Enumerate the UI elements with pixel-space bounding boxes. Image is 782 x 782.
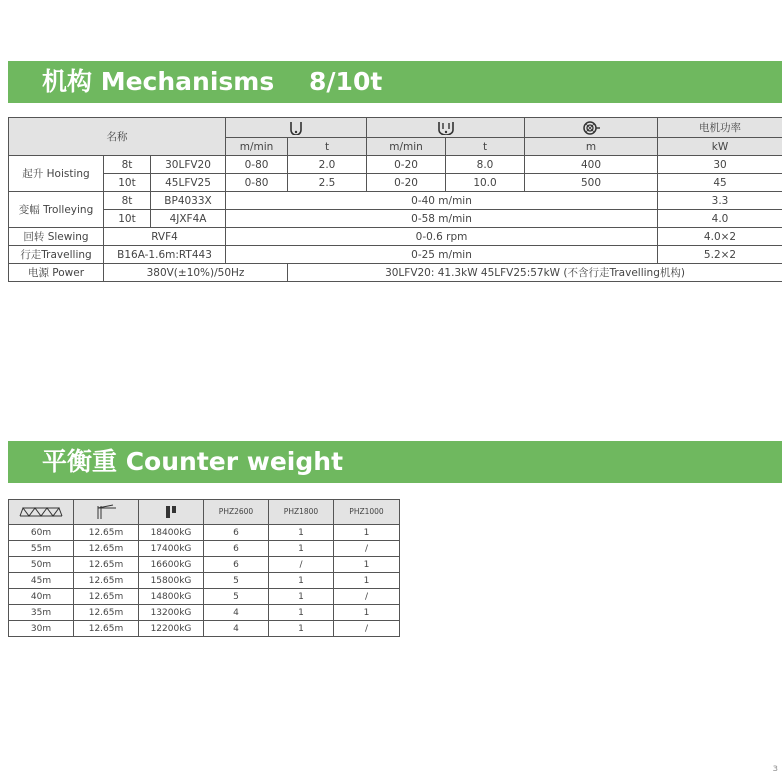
cw-weight: 15800kG <box>139 573 204 589</box>
travelling-label: 行走Travelling <box>9 246 104 264</box>
unit-t-single: t <box>288 138 367 156</box>
cw-height: 12.65m <box>74 557 139 573</box>
slewing-speed: 0-0.6 rpm <box>226 228 658 246</box>
hoisting-t-single: 2.5 <box>288 174 367 192</box>
cw-height: 12.65m <box>74 605 139 621</box>
cw-weight: 13200kG <box>139 605 204 621</box>
cw-weight: 12200kG <box>139 621 204 637</box>
table-row <box>9 557 400 573</box>
header-phz1800: PHZ1800 <box>269 500 334 525</box>
hoisting-t-double: 8.0 <box>446 156 525 174</box>
hoisting-model: 45LFV25 <box>151 174 226 192</box>
trolleying-speed: 0-58 m/min <box>226 210 658 228</box>
cw-jib: 35m <box>9 605 74 621</box>
trolleying-load: 10t <box>104 210 151 228</box>
trolleying-model: 4JXF4A <box>151 210 226 228</box>
unit-kw: kW <box>658 138 782 156</box>
hoisting-speed-double: 0-20 <box>367 156 446 174</box>
slewing-kw: 4.0×2 <box>658 228 782 246</box>
cw-jib: 60m <box>9 525 74 541</box>
table-row <box>9 525 400 541</box>
mechanisms-title: 机构 Mechanisms 8/10t <box>8 61 782 103</box>
power-label: 电源 Power <box>9 264 104 282</box>
cw-phz2600: 5 <box>204 573 269 589</box>
cw-height: 12.65m <box>74 621 139 637</box>
cw-phz2600: 4 <box>204 621 269 637</box>
hoisting-speed-single: 0-80 <box>226 174 288 192</box>
cw-phz1800: 1 <box>269 541 334 557</box>
cw-jib: 55m <box>9 541 74 557</box>
trolleying-kw: 4.0 <box>658 210 782 228</box>
single-hook-icon <box>226 118 367 138</box>
counterweight-table <box>8 499 400 637</box>
counterweight-title: 平衡重 Counter weight <box>8 441 782 483</box>
jib-truss-icon <box>9 500 74 525</box>
cw-phz1000: 1 <box>334 573 400 589</box>
cw-phz2600: 6 <box>204 525 269 541</box>
page-mark: ɜ <box>772 763 778 774</box>
cw-jib: 30m <box>9 621 74 637</box>
unit-t-double: t <box>446 138 525 156</box>
cw-weight: 16600kG <box>139 557 204 573</box>
cw-height: 12.65m <box>74 589 139 605</box>
trolleying-label: 变幅 Trolleying <box>9 192 104 228</box>
hoisting-rope-length: 500 <box>525 174 658 192</box>
trolleying-kw: 3.3 <box>658 192 782 210</box>
cw-phz1800: 1 <box>269 525 334 541</box>
travelling-speed: 0-25 m/min <box>226 246 658 264</box>
hoisting-speed-double: 0-20 <box>367 174 446 192</box>
rope-drum-icon <box>525 118 658 138</box>
table-row <box>9 573 400 589</box>
hoisting-kw: 45 <box>658 174 782 192</box>
mechanisms-table <box>8 117 782 282</box>
cw-height: 12.65m <box>74 541 139 557</box>
hoisting-t-double: 10.0 <box>446 174 525 192</box>
unit-speed-double: m/min <box>367 138 446 156</box>
table-row <box>9 589 400 605</box>
cw-phz1800: 1 <box>269 573 334 589</box>
cw-phz1000: / <box>334 541 400 557</box>
slewing-label: 回转 Slewing <box>9 228 104 246</box>
cw-phz1800: 1 <box>269 621 334 637</box>
table-row <box>9 541 400 557</box>
cw-phz1000: 1 <box>334 557 400 573</box>
travelling-model: B16A-1.6m:RT443 <box>104 246 226 264</box>
slewing-model: RVF4 <box>104 228 226 246</box>
tower-height-icon <box>74 500 139 525</box>
cw-height: 12.65m <box>74 573 139 589</box>
hoisting-load: 10t <box>104 174 151 192</box>
cw-phz1000: 1 <box>334 525 400 541</box>
trolleying-speed: 0-40 m/min <box>226 192 658 210</box>
cw-phz2600: 5 <box>204 589 269 605</box>
hoisting-speed-single: 0-80 <box>226 156 288 174</box>
hoisting-label: 起升 Hoisting <box>9 156 104 192</box>
power-note: 30LFV20: 41.3kW 45LFV25:57kW (不含行走Travelling机构) <box>288 264 782 282</box>
cw-phz1000: / <box>334 589 400 605</box>
unit-speed-single: m/min <box>226 138 288 156</box>
hoisting-load: 8t <box>104 156 151 174</box>
trolleying-model: BP4033X <box>151 192 226 210</box>
counterweight-block-icon <box>139 500 204 525</box>
header-motor-power: 电机功率 <box>658 118 782 138</box>
cw-jib: 50m <box>9 557 74 573</box>
hoisting-kw: 30 <box>658 156 782 174</box>
cw-phz1800: 1 <box>269 605 334 621</box>
header-phz2600: PHZ2600 <box>204 500 269 525</box>
cw-phz2600: 6 <box>204 541 269 557</box>
header-name: 名称 <box>9 118 226 156</box>
cw-jib: 40m <box>9 589 74 605</box>
double-hook-icon <box>367 118 525 138</box>
table-row <box>9 605 400 621</box>
table-row <box>9 621 400 637</box>
cw-weight: 17400kG <box>139 541 204 557</box>
cw-weight: 18400kG <box>139 525 204 541</box>
power-spec: 380V(±10%)/50Hz <box>104 264 288 282</box>
travelling-kw: 5.2×2 <box>658 246 782 264</box>
header-phz1000: PHZ1000 <box>334 500 400 525</box>
cw-phz1000: 1 <box>334 605 400 621</box>
cw-height: 12.65m <box>74 525 139 541</box>
cw-phz1800: / <box>269 557 334 573</box>
unit-rope-length: m <box>525 138 658 156</box>
cw-phz2600: 4 <box>204 605 269 621</box>
hoisting-model: 30LFV20 <box>151 156 226 174</box>
trolleying-load: 8t <box>104 192 151 210</box>
cw-phz1000: / <box>334 621 400 637</box>
hoisting-rope-length: 400 <box>525 156 658 174</box>
cw-phz2600: 6 <box>204 557 269 573</box>
cw-phz1800: 1 <box>269 589 334 605</box>
hoisting-t-single: 2.0 <box>288 156 367 174</box>
cw-weight: 14800kG <box>139 589 204 605</box>
cw-jib: 45m <box>9 573 74 589</box>
